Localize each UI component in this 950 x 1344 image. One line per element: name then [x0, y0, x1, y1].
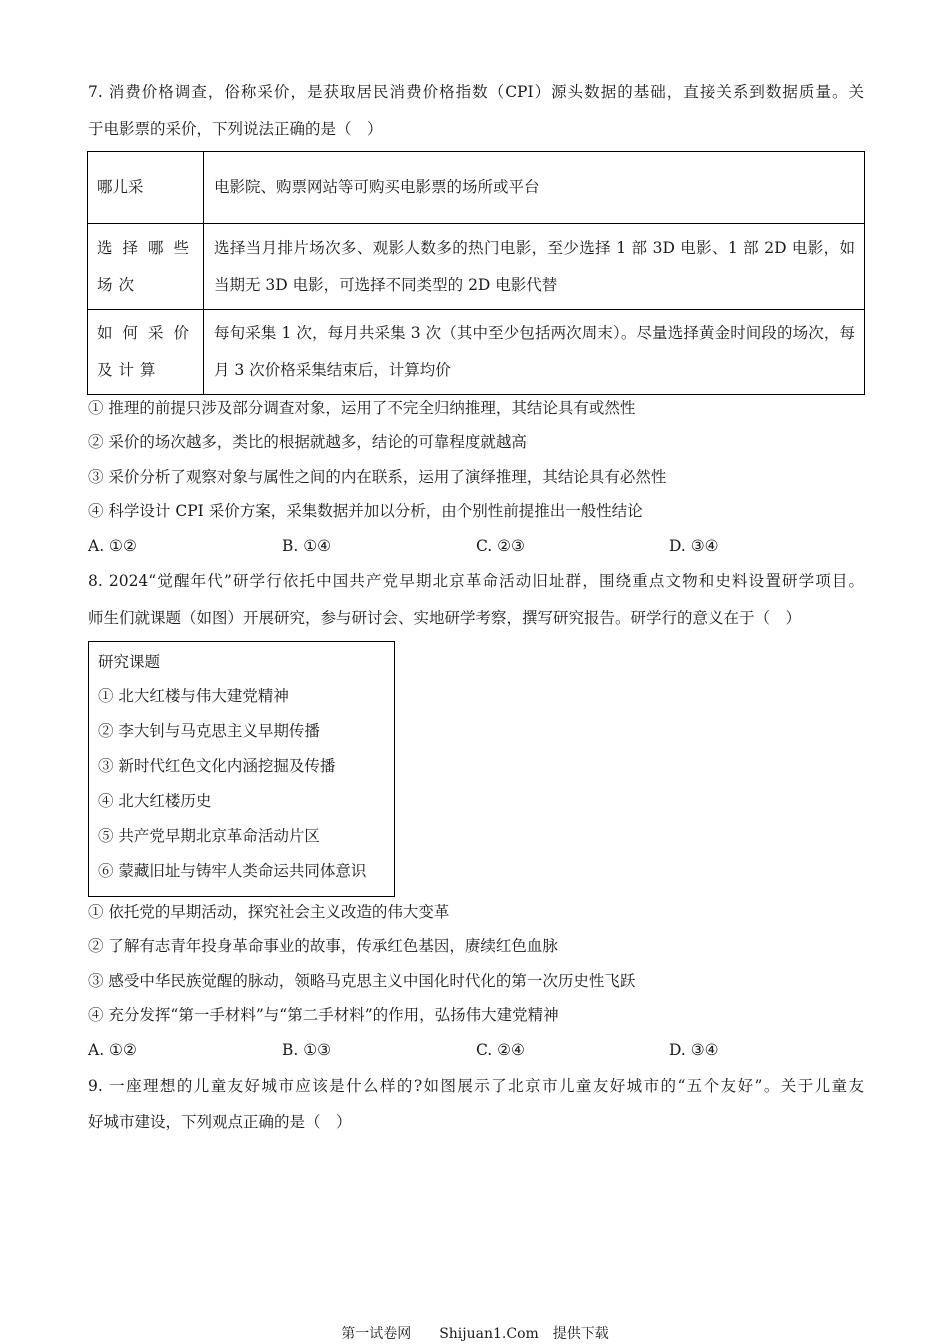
box-title: 研究课题 [98, 653, 161, 671]
q7-stem-line2: 于电影票的采价，下列说法正确的是（ ） [88, 120, 383, 138]
q8-stem-line2: 师生们就课题（如图）开展研究，参与研讨会、实地研学考察，撰写研究报告。研学行的意义在于（ ） [88, 609, 802, 627]
box-item: ⑤ 共产党早期北京革命活动片区 [98, 827, 320, 845]
q8-statement-1: ① 依托党的早期活动，探究社会主义改造的伟大变革 [88, 903, 450, 921]
q7-option-d[interactable]: D. ③④ [669, 537, 719, 555]
q7-option-b[interactable]: B. ①④ [282, 537, 332, 555]
table-content-cell: 每旬采集 1 次，每月共采集 3 次（其中至少包括两次周末）。尽量选择黄金时间段的场次，每月 3 次价格采集结束后，计算均价 [204, 310, 865, 395]
q7-statement-4: ④ 科学设计 CPI 采价方案，采集数据并加以分析，由个别性前提推出一般性结论 [88, 502, 643, 520]
q8-option-d[interactable]: D. ③④ [669, 1041, 719, 1059]
table-row [88, 310, 865, 395]
box-item: ③ 新时代红色文化内涵挖掘及传播 [98, 757, 336, 775]
table-content-cell: 选择当月排片场次多、观影人数多的热门电影，至少选择 1 部 3D 电影、1 部 2D 电影，如当期无 3D 电影，可选择不同类型的 2D 电影代替 [204, 224, 865, 310]
q7-table [87, 151, 865, 395]
box-item: ② 李大钊与马克思主义早期传播 [98, 722, 320, 740]
q7-statement-1: ① 推理的前提只涉及部分调查对象，运用了不完全归纳推理，其结论具有或然性 [88, 399, 636, 417]
table-row [88, 224, 865, 310]
q8-option-b[interactable]: B. ①③ [282, 1041, 332, 1059]
q7-statement-3: ③ 采价分析了观察对象与属性之间的内在联系，运用了演绎推理，其结论具有必然性 [88, 468, 667, 486]
q8-option-c[interactable]: C. ②④ [476, 1041, 525, 1059]
q7-statement-2: ② 采价的场次越多，类比的根据就越多，结论的可靠程度就越高 [88, 433, 527, 451]
table-header-cell: 选择哪些场次 [88, 224, 204, 310]
q8-stem-line1: 8. 2024“觉醒年代”研学行依托中国共产党早期北京革命活动旧址群，围绕重点文物和史料设置研学项目。 [88, 572, 864, 590]
q7-stem-line1: 7. 消费价格调查，俗称采价，是获取居民消费价格指数（CPI）源头数据的基础，直接关系到数据质量。关 [88, 83, 864, 101]
table-content-cell: 电影院、购票网站等可购买电影票的场所或平台 [204, 152, 865, 224]
q9-stem-line2: 好城市建设，下列观点正确的是（ ） [88, 1113, 352, 1131]
q8-option-a[interactable]: A. ①② [88, 1041, 137, 1059]
q8-statement-3: ③ 感受中华民族觉醒的脉动，领略马克思主义中国化时代化的第一次历史性飞跃 [88, 972, 636, 990]
q8-statement-4: ④ 充分发挥“第一手材料”与“第二手材料”的作用，弘扬伟大建党精神 [88, 1006, 559, 1024]
q7-option-c[interactable]: C. ②③ [476, 537, 525, 555]
table-header-cell: 如何采价及计算 [88, 310, 204, 395]
table-header-cell: 哪儿采 [88, 152, 204, 224]
box-item: ⑥ 蒙藏旧址与铸牢人类命运共同体意识 [98, 862, 367, 880]
q9-stem-line1: 9. 一座理想的儿童友好城市应该是什么样的?如图展示了北京市儿童友好城市的“五个友好”。关于儿童友 [88, 1077, 864, 1095]
box-item: ① 北大红楼与伟大建党精神 [98, 687, 289, 705]
q7-option-a[interactable]: A. ①② [88, 537, 137, 555]
q8-research-topics-box [88, 641, 395, 897]
box-item: ④ 北大红楼历史 [98, 792, 212, 810]
q8-statement-2: ② 了解有志青年投身革命事业的故事，传承红色基因，赓续红色血脉 [88, 937, 558, 955]
page-footer: 第一试卷网 Shijuan1.Com 提供下载 [341, 1326, 609, 1342]
table-row [88, 152, 865, 224]
